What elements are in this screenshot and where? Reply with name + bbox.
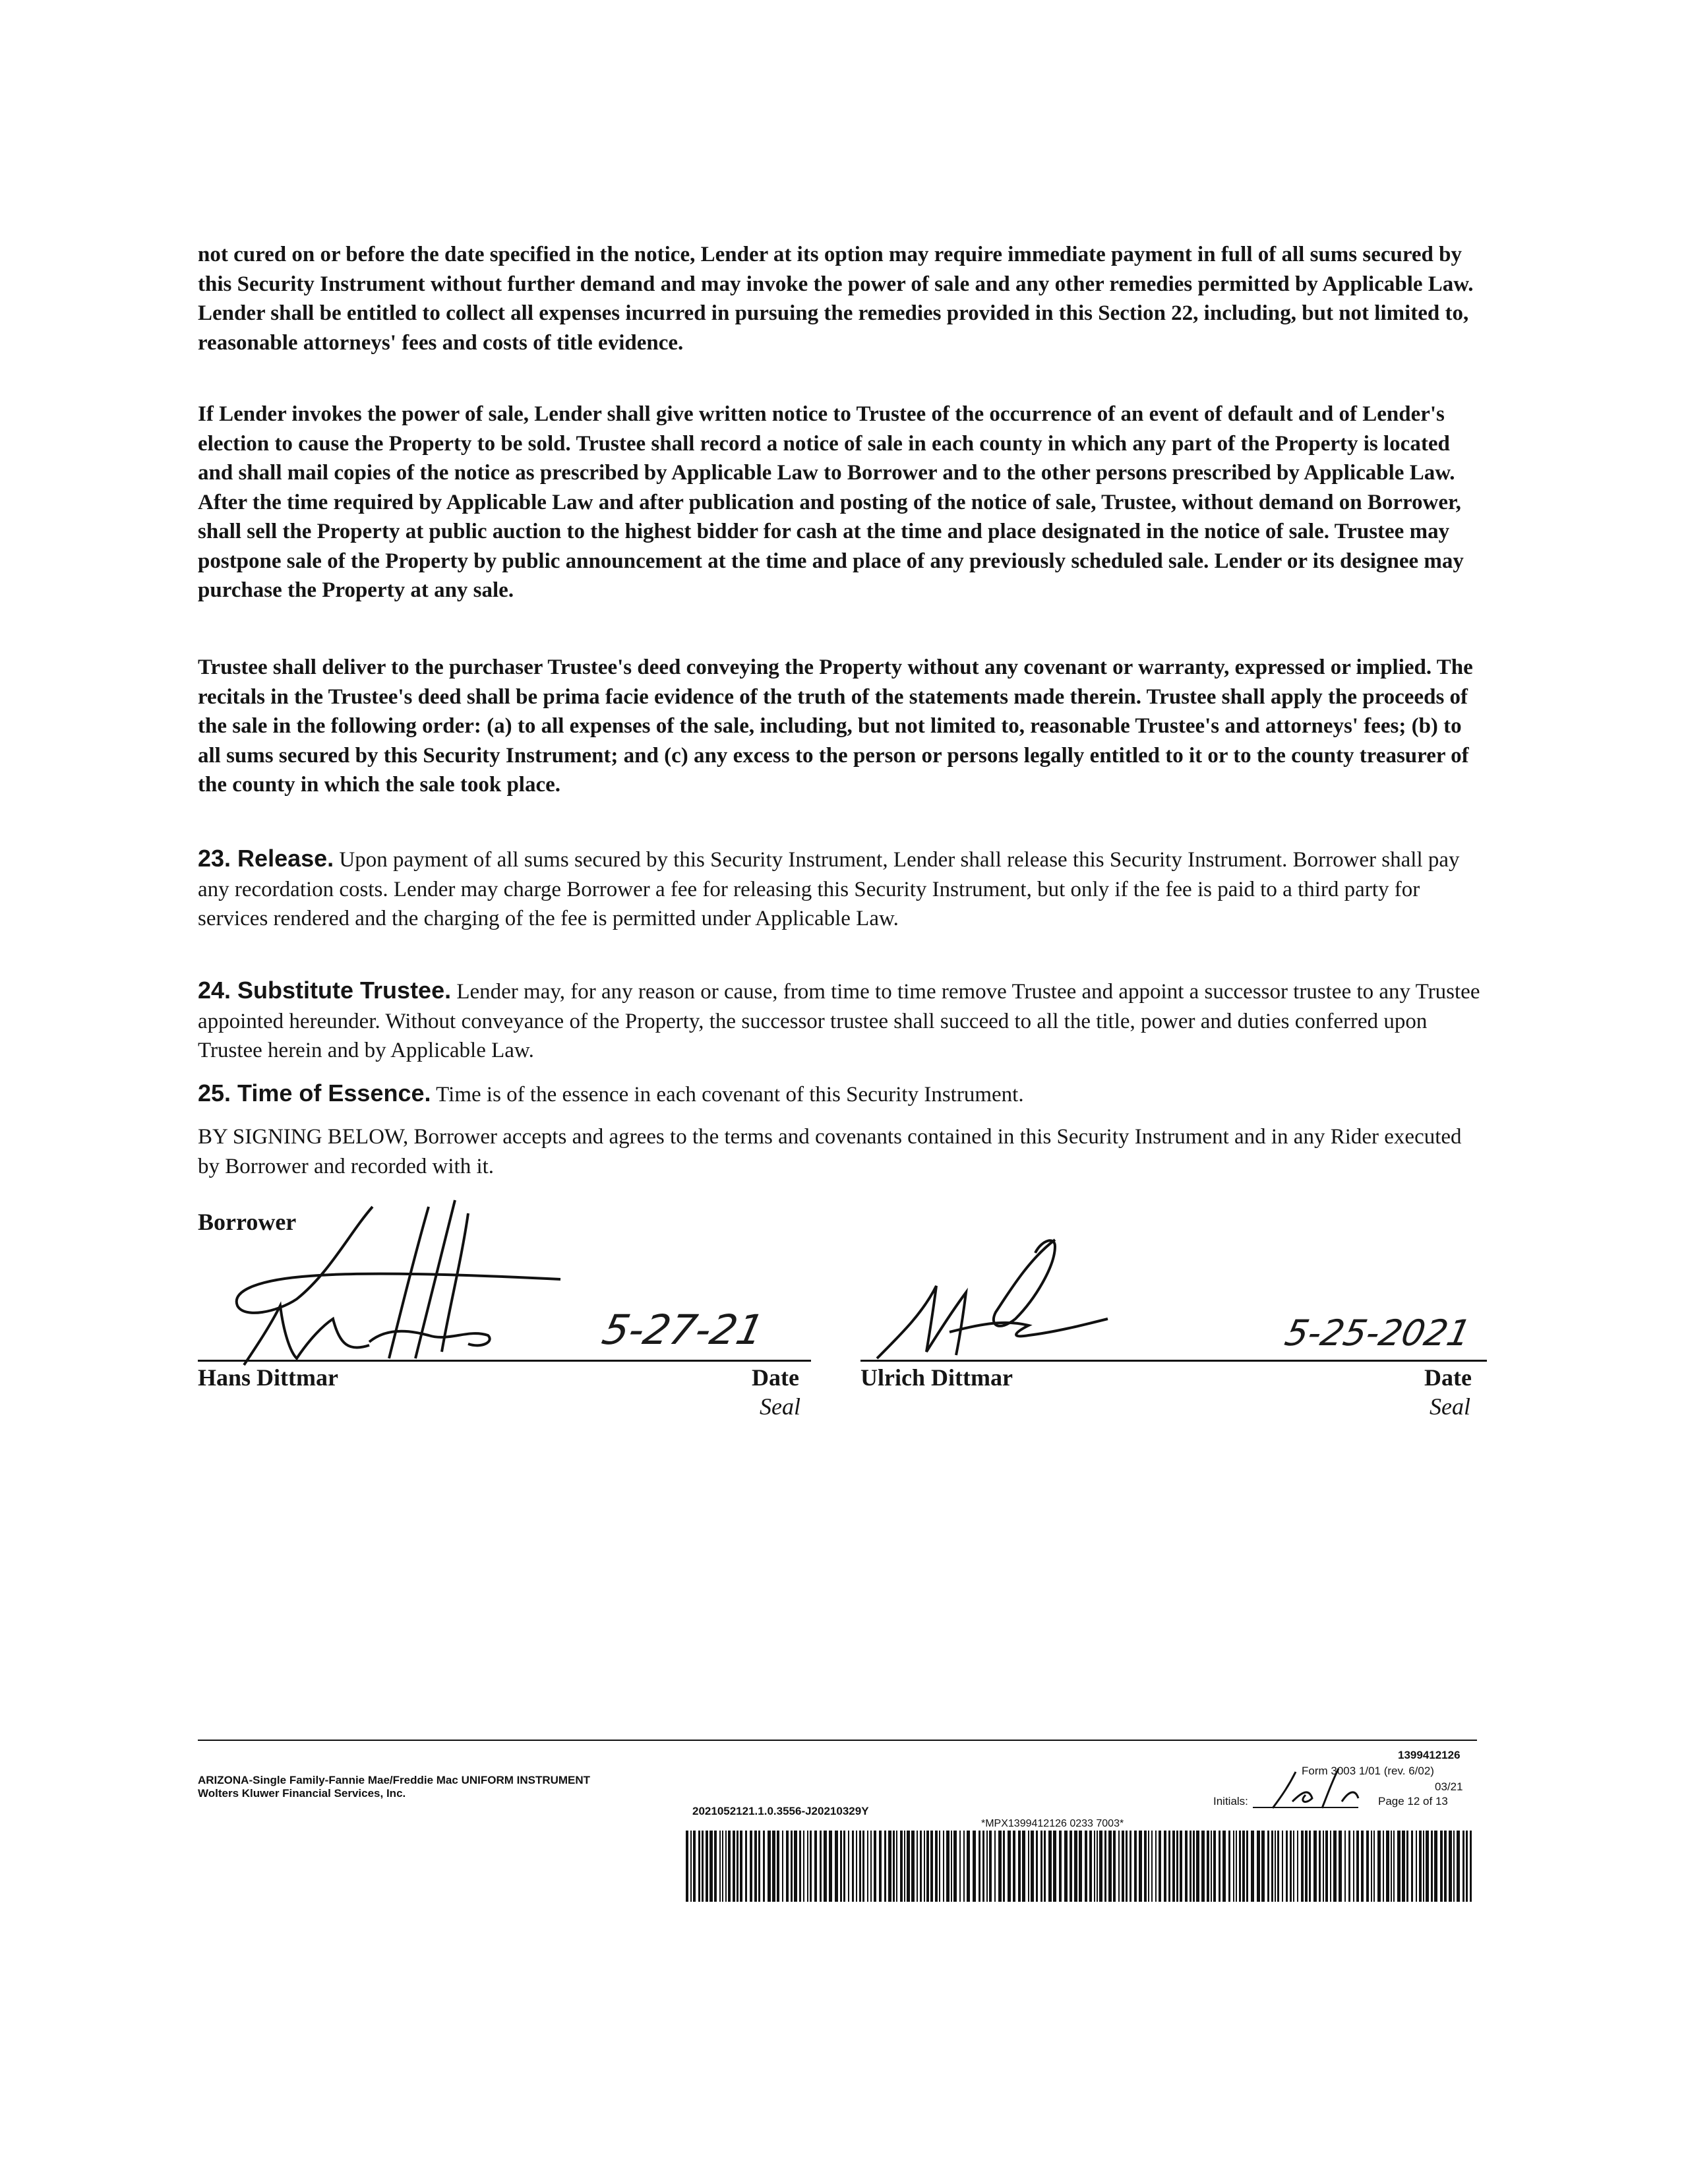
- barcode-bar: [1113, 1831, 1116, 1902]
- barcode-bar: [1201, 1831, 1205, 1902]
- barcode-bar: [835, 1831, 838, 1902]
- barcode-bar: [1185, 1831, 1188, 1902]
- barcode-bar: [1323, 1831, 1324, 1902]
- barcode-bar: [829, 1831, 832, 1902]
- barcode-bar: [1207, 1831, 1209, 1902]
- barcode-bar: [1213, 1831, 1216, 1902]
- barcode: [686, 1831, 1474, 1902]
- barcode-bar: [939, 1831, 940, 1902]
- barcode-bar: [951, 1831, 952, 1902]
- barcode-bar: [794, 1831, 797, 1902]
- barcode-bar: [1085, 1831, 1087, 1902]
- barcode-bar: [874, 1831, 876, 1902]
- barcode-bar: [777, 1831, 779, 1902]
- barcode-bar: [1377, 1831, 1381, 1902]
- barcode-bar: [1391, 1831, 1392, 1902]
- barcode-bar: [690, 1831, 692, 1902]
- barcode-bar: [1168, 1831, 1170, 1902]
- section-25-time-of-essence: [198, 1079, 1484, 1110]
- barcode-bar: [935, 1831, 938, 1902]
- barcode-bar: [1079, 1831, 1082, 1902]
- barcode-bar: [1099, 1831, 1102, 1902]
- barcode-bar: [1333, 1831, 1337, 1902]
- barcode-bar: [1159, 1831, 1161, 1902]
- barcode-bar: [1222, 1831, 1226, 1902]
- barcode-bar: [1423, 1831, 1424, 1902]
- barcode-bar: [1356, 1831, 1359, 1902]
- document-id: 2021052121.1.0.3556-J20210329Y: [692, 1805, 869, 1817]
- barcode-bar: [1164, 1831, 1166, 1902]
- barcode-bar: [943, 1831, 944, 1902]
- barcode-bar: [824, 1831, 827, 1902]
- barcode-bar: [1003, 1831, 1005, 1902]
- barcode-bar: [1151, 1831, 1153, 1902]
- barcode-bar: [1089, 1831, 1092, 1902]
- barcode-bar: [693, 1831, 696, 1902]
- barcode-bar: [1018, 1831, 1021, 1902]
- barcode-bar: [1419, 1831, 1422, 1902]
- barcode-bar: [1426, 1831, 1429, 1902]
- barcode-bar: [1339, 1831, 1342, 1902]
- barcode-bar: [1397, 1831, 1401, 1902]
- barcode-bar: [1251, 1831, 1254, 1902]
- barcode-bar: [772, 1831, 775, 1902]
- barcode-bar: [884, 1831, 886, 1902]
- barcode-bar: [979, 1831, 980, 1902]
- barcode-bar: [888, 1831, 891, 1902]
- barcode-bar: [870, 1831, 872, 1902]
- paragraph-power-of-sale: If Lender invokes the power of sale, Lender shall give written notice to Trustee of the occurrence of an event of default and of Lender's election to cause the Property to be sold. Trustee shall record a notice of sale in each county in which any part of the Property is located and shall mail copies of the notice as prescribed by Applicable Law to Borrower and to the other persons prescribed by Applicable Law. After the time required by Applicable Law and after publication and posting of the notice of sale, Trustee, without demand on Borrower, shall sell the Property at public auction to the highest bidder for cash at the time and place designated in the notice of sale. Trustee may postpone sale of the Property by public announcement at the time and place of any previously scheduled sale. Lender or its designee may purchase the Property at any sale.: [198, 402, 1464, 602]
- barcode-bar: [782, 1831, 783, 1902]
- section-24-substitute-trustee: [198, 976, 1484, 1066]
- barcode-bar: [848, 1831, 849, 1902]
- barcode-bar: [1466, 1831, 1468, 1902]
- barcode-bar: [714, 1831, 717, 1902]
- barcode-bar: [719, 1831, 721, 1902]
- barcode-bar: [1383, 1831, 1384, 1902]
- signature-line-right: [860, 1360, 1487, 1362]
- barcode-bar: [1301, 1831, 1304, 1902]
- barcode-bar: [1402, 1831, 1405, 1902]
- barcode-bar: [959, 1831, 961, 1902]
- barcode-bar: [840, 1831, 842, 1902]
- barcode-bar: [1366, 1831, 1369, 1902]
- seal-label-left: Seal: [760, 1393, 800, 1420]
- barcode-bar: [1277, 1831, 1279, 1902]
- barcode-bar: [862, 1831, 864, 1902]
- barcode-bar: [1059, 1831, 1062, 1902]
- barcode-bar: [911, 1831, 915, 1902]
- barcode-bar: [953, 1831, 957, 1902]
- section-23-release: [198, 844, 1484, 934]
- barcode-bar: [728, 1831, 731, 1902]
- barcode-bar: [1386, 1831, 1389, 1902]
- barcode-bar: [1074, 1831, 1077, 1902]
- barcode-bar: [986, 1831, 988, 1902]
- borrower-label: Borrower: [198, 1209, 297, 1235]
- barcode-bar: [1373, 1831, 1375, 1902]
- handwritten-date-right: 5-25-2021: [1281, 1312, 1475, 1354]
- barcode-bar: [1172, 1831, 1175, 1902]
- barcode-bar: [994, 1831, 996, 1902]
- barcode-bar: [1457, 1831, 1460, 1902]
- barcode-bar: [1070, 1831, 1072, 1902]
- barcode-bar: [1371, 1831, 1372, 1902]
- barcode-bar: [1193, 1831, 1195, 1902]
- barcode-bar: [706, 1831, 708, 1902]
- barcode-bar: [1126, 1831, 1128, 1902]
- barcode-bar: [754, 1831, 757, 1902]
- barcode-bar: [963, 1831, 965, 1902]
- page-number: Page 12 of 13: [1378, 1795, 1448, 1807]
- barcode-bar: [1313, 1831, 1317, 1902]
- barcode-bar: [1176, 1831, 1178, 1902]
- barcode-bar: [900, 1831, 903, 1902]
- barcode-bar: [893, 1831, 895, 1902]
- barcode-bar: [1453, 1831, 1455, 1902]
- section-25-text: Time is of the essence in each covenant of this Security Instrument.: [436, 1083, 1024, 1107]
- barcode-bar: [799, 1831, 801, 1902]
- barcode-bar: [709, 1831, 713, 1902]
- barcode-bar: [763, 1831, 765, 1902]
- barcode-bar: [803, 1831, 804, 1902]
- handwritten-date-left: 5-27-21: [598, 1306, 768, 1354]
- signature-ulrich-dittmar: [857, 1233, 1134, 1372]
- footer-rule: [198, 1740, 1477, 1741]
- section-24-text: Lender may, for any reason or cause, from time to time remove Trustee and appoint a successor trustee to any Trustee appointed hereunder. Without conveyance of the Property, the successor trustee shall succeed to all the title, power and duties conferred upon Trustee herein and by Applicable Law.: [198, 980, 1480, 1062]
- barcode-bar: [843, 1831, 845, 1902]
- seal-label-right: Seal: [1430, 1393, 1470, 1420]
- barcode-bar: [1242, 1831, 1245, 1902]
- barcode-bar: [1330, 1831, 1331, 1902]
- barcode-bar: [733, 1831, 735, 1902]
- form-title: ARIZONA-Single Family-Fannie Mae/Freddie Mac UNIFORM INSTRUMENT: [198, 1774, 591, 1786]
- barcode-bar: [917, 1831, 918, 1902]
- barcode-bar: [967, 1831, 970, 1902]
- barcode-bar: [1246, 1831, 1248, 1902]
- barcode-bar: [1462, 1831, 1464, 1902]
- barcode-bar: [856, 1831, 857, 1902]
- barcode-bar: [698, 1831, 700, 1902]
- barcode-bar: [1190, 1831, 1191, 1902]
- barcode-bar: [998, 1831, 1002, 1902]
- barcode-bar: [1196, 1831, 1199, 1902]
- barcode-bar: [924, 1831, 925, 1902]
- barcode-bar: [1271, 1831, 1273, 1902]
- barcode-bar: [810, 1831, 812, 1902]
- signer-name-right: Ulrich Dittmar: [860, 1364, 1013, 1391]
- signature-line-left: [198, 1360, 811, 1362]
- barcode-bar: [1411, 1831, 1413, 1902]
- barcode-bar: [1028, 1831, 1029, 1902]
- barcode-bar: [1344, 1831, 1346, 1902]
- barcode-bar: [1219, 1831, 1221, 1902]
- barcode-bar: [1013, 1831, 1015, 1902]
- barcode-bar: [1108, 1831, 1112, 1902]
- barcode-bar: [1233, 1831, 1234, 1902]
- barcode-bar: [1144, 1831, 1147, 1902]
- barcode-bar: [867, 1831, 868, 1902]
- paragraph-remedies-continued: not cured on or before the date specified in the notice, Lender at its option may require immediate payment in full of all sums secured by this Security Instrument without further demand and may invoke the power of sale and any other remedies permitted by Applicable Law. Lender shall be entitled to collect all expenses incurred in pursuing the remedies provided in this Section 22, including, but not limited to, reasonable attorneys' fees and costs of title evidence.: [198, 243, 1474, 355]
- barcode-bar: [702, 1831, 704, 1902]
- barcode-bar: [725, 1831, 727, 1902]
- barcode-bar: [852, 1831, 854, 1902]
- signer-name-left: Hans Dittmar: [198, 1364, 338, 1391]
- section-23-text: Upon payment of all sums secured by this Security Instrument, Lender shall release this Security Instrument. Borrower shall pay any recordation costs. Lender may charge Borrower a fee for releasing this Security Instrument, but only if the fee is paid to a third party for services rendered and the charging of the fee is permitted under Applicable Law.: [198, 848, 1460, 930]
- barcode-bar: [907, 1831, 910, 1902]
- barcode-bar: [1053, 1831, 1056, 1902]
- barcode-bar: [1064, 1831, 1068, 1902]
- paragraph-trustee-deed: Trustee shall deliver to the purchaser Trustee's deed conveying the Property without any covenant or warranty, expressed or implied. The recitals in the Trustee's deed shall be prima facie evidence of the truth of the statements made therein. Trustee shall apply the proceeds of the sale in the following order: (a) to all expenses of the sale, including, but not limited to, reasonable Trustee's and attorneys' fees; (b) to all sums secured by this Security Instrument; and (c) any excess to the person or persons legally entitled to it or to the county treasurer of the county in which the sale took place.: [198, 655, 1473, 797]
- loan-number: 1399412126: [1398, 1749, 1461, 1761]
- barcode-bar: [1275, 1831, 1276, 1902]
- barcode-bar: [1104, 1831, 1106, 1902]
- barcode-bar: [1180, 1831, 1182, 1902]
- barcode-bar: [1348, 1831, 1350, 1902]
- barcode-bar: [1353, 1831, 1354, 1902]
- barcode-bar: [1261, 1831, 1265, 1902]
- barcode-bar: [1130, 1831, 1131, 1902]
- barcode-bar: [1267, 1831, 1269, 1902]
- barcode-bar: [1031, 1831, 1034, 1902]
- barcode-bar: [1044, 1831, 1046, 1902]
- barcode-bar: [1434, 1831, 1437, 1902]
- barcode-bar: [946, 1831, 950, 1902]
- barcode-bar: [1228, 1831, 1230, 1902]
- barcode-bar: [1122, 1831, 1124, 1902]
- date-label-left: Date: [752, 1364, 799, 1391]
- barcode-bar: [740, 1831, 742, 1902]
- barcode-bar: [768, 1831, 771, 1902]
- barcode-bar: [750, 1831, 752, 1902]
- barcode-bar: [1211, 1831, 1212, 1902]
- barcode-bar: [1097, 1831, 1098, 1902]
- barcode-bar: [1048, 1831, 1052, 1902]
- barcode-bar: [1305, 1831, 1308, 1902]
- barcode-bar: [1118, 1831, 1120, 1902]
- barcode-bar: [1319, 1831, 1321, 1902]
- barcode-bar: [807, 1831, 808, 1902]
- barcode-bar: [1470, 1831, 1472, 1902]
- barcode-bar: [1286, 1831, 1288, 1902]
- section-25-heading: 25. Time of Essence.: [198, 1079, 431, 1107]
- barcode-bar: [722, 1831, 723, 1902]
- barcode-bar: [879, 1831, 882, 1902]
- barcode-bar: [1239, 1831, 1241, 1902]
- barcode-bar: [904, 1831, 905, 1902]
- barcode-bar: [1257, 1831, 1260, 1902]
- barcode-bar: [1282, 1831, 1283, 1902]
- date-label-right: Date: [1424, 1364, 1472, 1391]
- barcode-bar: [1293, 1831, 1294, 1902]
- barcode-bar: [1036, 1831, 1038, 1902]
- barcode-bar: [1449, 1831, 1452, 1902]
- form-publisher: Wolters Kluwer Financial Services, Inc.: [198, 1787, 406, 1800]
- barcode-bar: [1155, 1831, 1157, 1902]
- signature-hans-dittmar: [218, 1194, 574, 1372]
- section-23-heading: 23. Release.: [198, 845, 334, 872]
- barcode-bar: [791, 1831, 793, 1902]
- barcode-bar: [737, 1831, 738, 1902]
- barcode-bar: [1431, 1831, 1433, 1902]
- barcode-bar: [1094, 1831, 1095, 1902]
- section-24-heading: 24. Substitute Trustee.: [198, 977, 452, 1004]
- barcode-bar: [1325, 1831, 1328, 1902]
- barcode-bar: [786, 1831, 789, 1902]
- barcode-bar: [1393, 1831, 1395, 1902]
- barcode-bar: [1139, 1831, 1142, 1902]
- barcode-bar: [1022, 1831, 1025, 1902]
- barcode-bar: [989, 1831, 992, 1902]
- barcode-bar: [1134, 1831, 1137, 1902]
- barcode-bar: [1290, 1831, 1292, 1902]
- barcode-bar: [1148, 1831, 1149, 1902]
- barcode-bar: [1008, 1831, 1011, 1902]
- barcode-bar: [1297, 1831, 1298, 1902]
- barcode-bar: [745, 1831, 747, 1902]
- form-number: Form 3003 1/01 (rev. 6/02): [1302, 1765, 1434, 1777]
- barcode-bar: [859, 1831, 861, 1902]
- barcode-bar: [814, 1831, 817, 1902]
- barcode-bar: [1444, 1831, 1447, 1902]
- initials-label: Initials:: [1213, 1795, 1248, 1807]
- barcode-text: *MPX1399412126 0233 7003*: [981, 1818, 1124, 1829]
- barcode-bar: [896, 1831, 897, 1902]
- signing-statement: BY SIGNING BELOW, Borrower accepts and agrees to the terms and covenants contained in this Security Instrument and in any Rider executed by Borrower and recorded with it.: [198, 1125, 1462, 1178]
- barcode-bar: [920, 1831, 922, 1902]
- barcode-bar: [758, 1831, 760, 1902]
- barcode-bar: [1361, 1831, 1364, 1902]
- barcode-bar: [930, 1831, 933, 1902]
- barcode-bar: [1040, 1831, 1042, 1902]
- barcode-bar: [926, 1831, 929, 1902]
- barcode-bar: [1406, 1831, 1408, 1902]
- barcode-bar: [820, 1831, 822, 1902]
- barcode-bar: [973, 1831, 976, 1902]
- barcode-bar: [1440, 1831, 1443, 1902]
- barcode-bar: [1416, 1831, 1417, 1902]
- form-revision: 03/21: [1435, 1780, 1463, 1793]
- barcode-bar: [686, 1831, 688, 1902]
- initials-signature: [1266, 1762, 1365, 1815]
- barcode-bar: [982, 1831, 984, 1902]
- barcode-bar: [1236, 1831, 1237, 1902]
- barcode-bar: [1309, 1831, 1311, 1902]
